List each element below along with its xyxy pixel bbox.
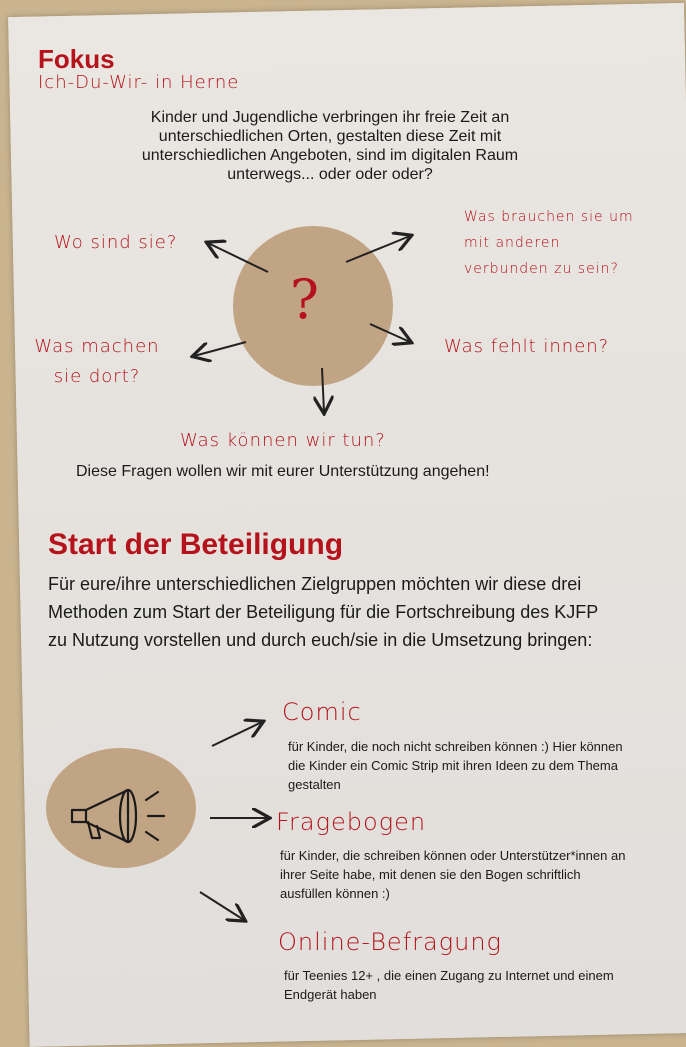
arrow-machen [194,342,246,356]
arrow-online [200,892,244,920]
question-brauchen: Was brauchen sie um mit anderen verbunden zu sein? [464,209,634,277]
question-wo: Wo sind sie? [54,232,178,253]
start-title: Start der Beteiligung [48,528,344,561]
arrow-brauchen [346,236,410,262]
arrow-fehlt [370,324,410,342]
arrow-tun [322,368,324,412]
arrow-wo [208,243,268,272]
megaphone-icon [66,776,176,861]
method-online-title: Online-Befragung [278,928,502,956]
method-comic-title: Comic [282,698,362,726]
method-fragebogen-desc: für Kinder, die schreiben können oder Unterstützer*innen an ihrer Seite habe, mit denen sie den Bogen schriftlich ausfüllen können :) [280,848,626,901]
question-mark: ? [290,268,319,331]
arrow-comic [212,722,262,746]
start-text: Für eure/ihre unterschiedlichen Zielgruppen möchten wir diese drei Methoden zum Start der Beteiligung für die Fortschreibung des KJFP zu Nutzung vorstellen und durch euch/sie in die Umsetzung bringen: [48,574,598,650]
intro-text: Kinder und Jugendliche verbringen ihr freie Zeit an unterschiedlichen Orten, gestalten diese Zeit mit unterschiedlichen Angeboten, sind im digitalen Raum unterwegs... oder oder oder? [141,109,519,183]
method-fragebogen-title: Fragebogen [276,808,427,836]
question-machen: Was machen sie dort? [34,336,160,387]
method-comic-desc: für Kinder, die noch nicht schreiben können :) Hier können die Kinder ein Comic Strip mit ihren Ideen zu dem Thema gestalten [288,739,623,792]
question-tun: Was können wir tun? [180,430,386,451]
fokus-title: Fokus [38,44,115,74]
question-fehlt: Was fehlt innen? [444,336,610,357]
closing-text: Diese Fragen wollen wir mit eurer Unterstützung angehen! [76,463,490,480]
fokus-subtitle: Ich-Du-Wir- in Herne [38,72,240,93]
method-online-desc: für Teenies 12+ , die einen Zugang zu Internet und einem Endgerät haben [284,968,614,1002]
